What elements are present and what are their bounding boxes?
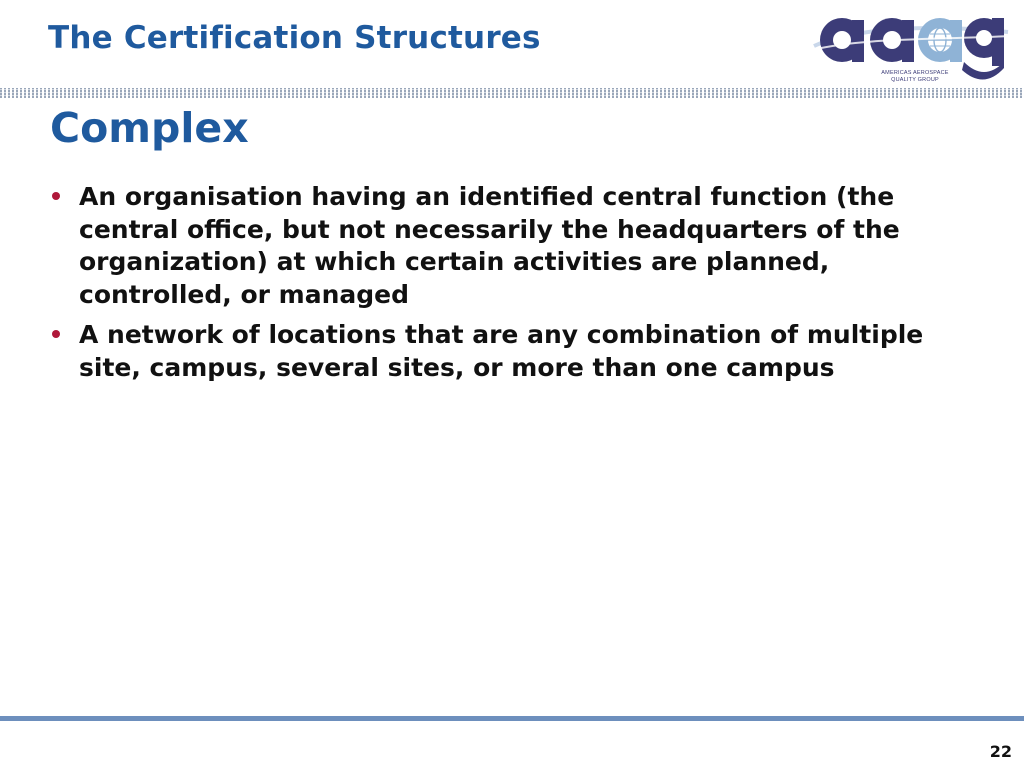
bullet-list: [52, 181, 972, 392]
logo-subtitle: [860, 70, 970, 83]
slide-section-title: The Certification Structures: [48, 20, 541, 56]
bullet-item: [52, 319, 972, 384]
bullet-text: A network of locations that are any combination of multiple site, campus, several sites, or more than one campus: [79, 320, 924, 382]
header-divider: [0, 88, 1024, 98]
page-number: 22: [989, 742, 1012, 761]
logo-subtitle-line1: AMERICAS AEROSPACE: [881, 70, 949, 76]
bullet-dot-icon: [52, 330, 60, 338]
bullet-text: An organisation having an identified central function (the central office, but not necessarily the headquarters of the organization) at which certain activities are planned, controlled, or managed: [79, 182, 900, 309]
slide-heading: Complex: [50, 104, 249, 152]
bullet-dot-icon: [52, 192, 60, 200]
bullet-item: [52, 181, 972, 311]
footer-divider: [0, 716, 1024, 721]
logo-subtitle-line2: QUALITY GROUP: [891, 76, 939, 83]
